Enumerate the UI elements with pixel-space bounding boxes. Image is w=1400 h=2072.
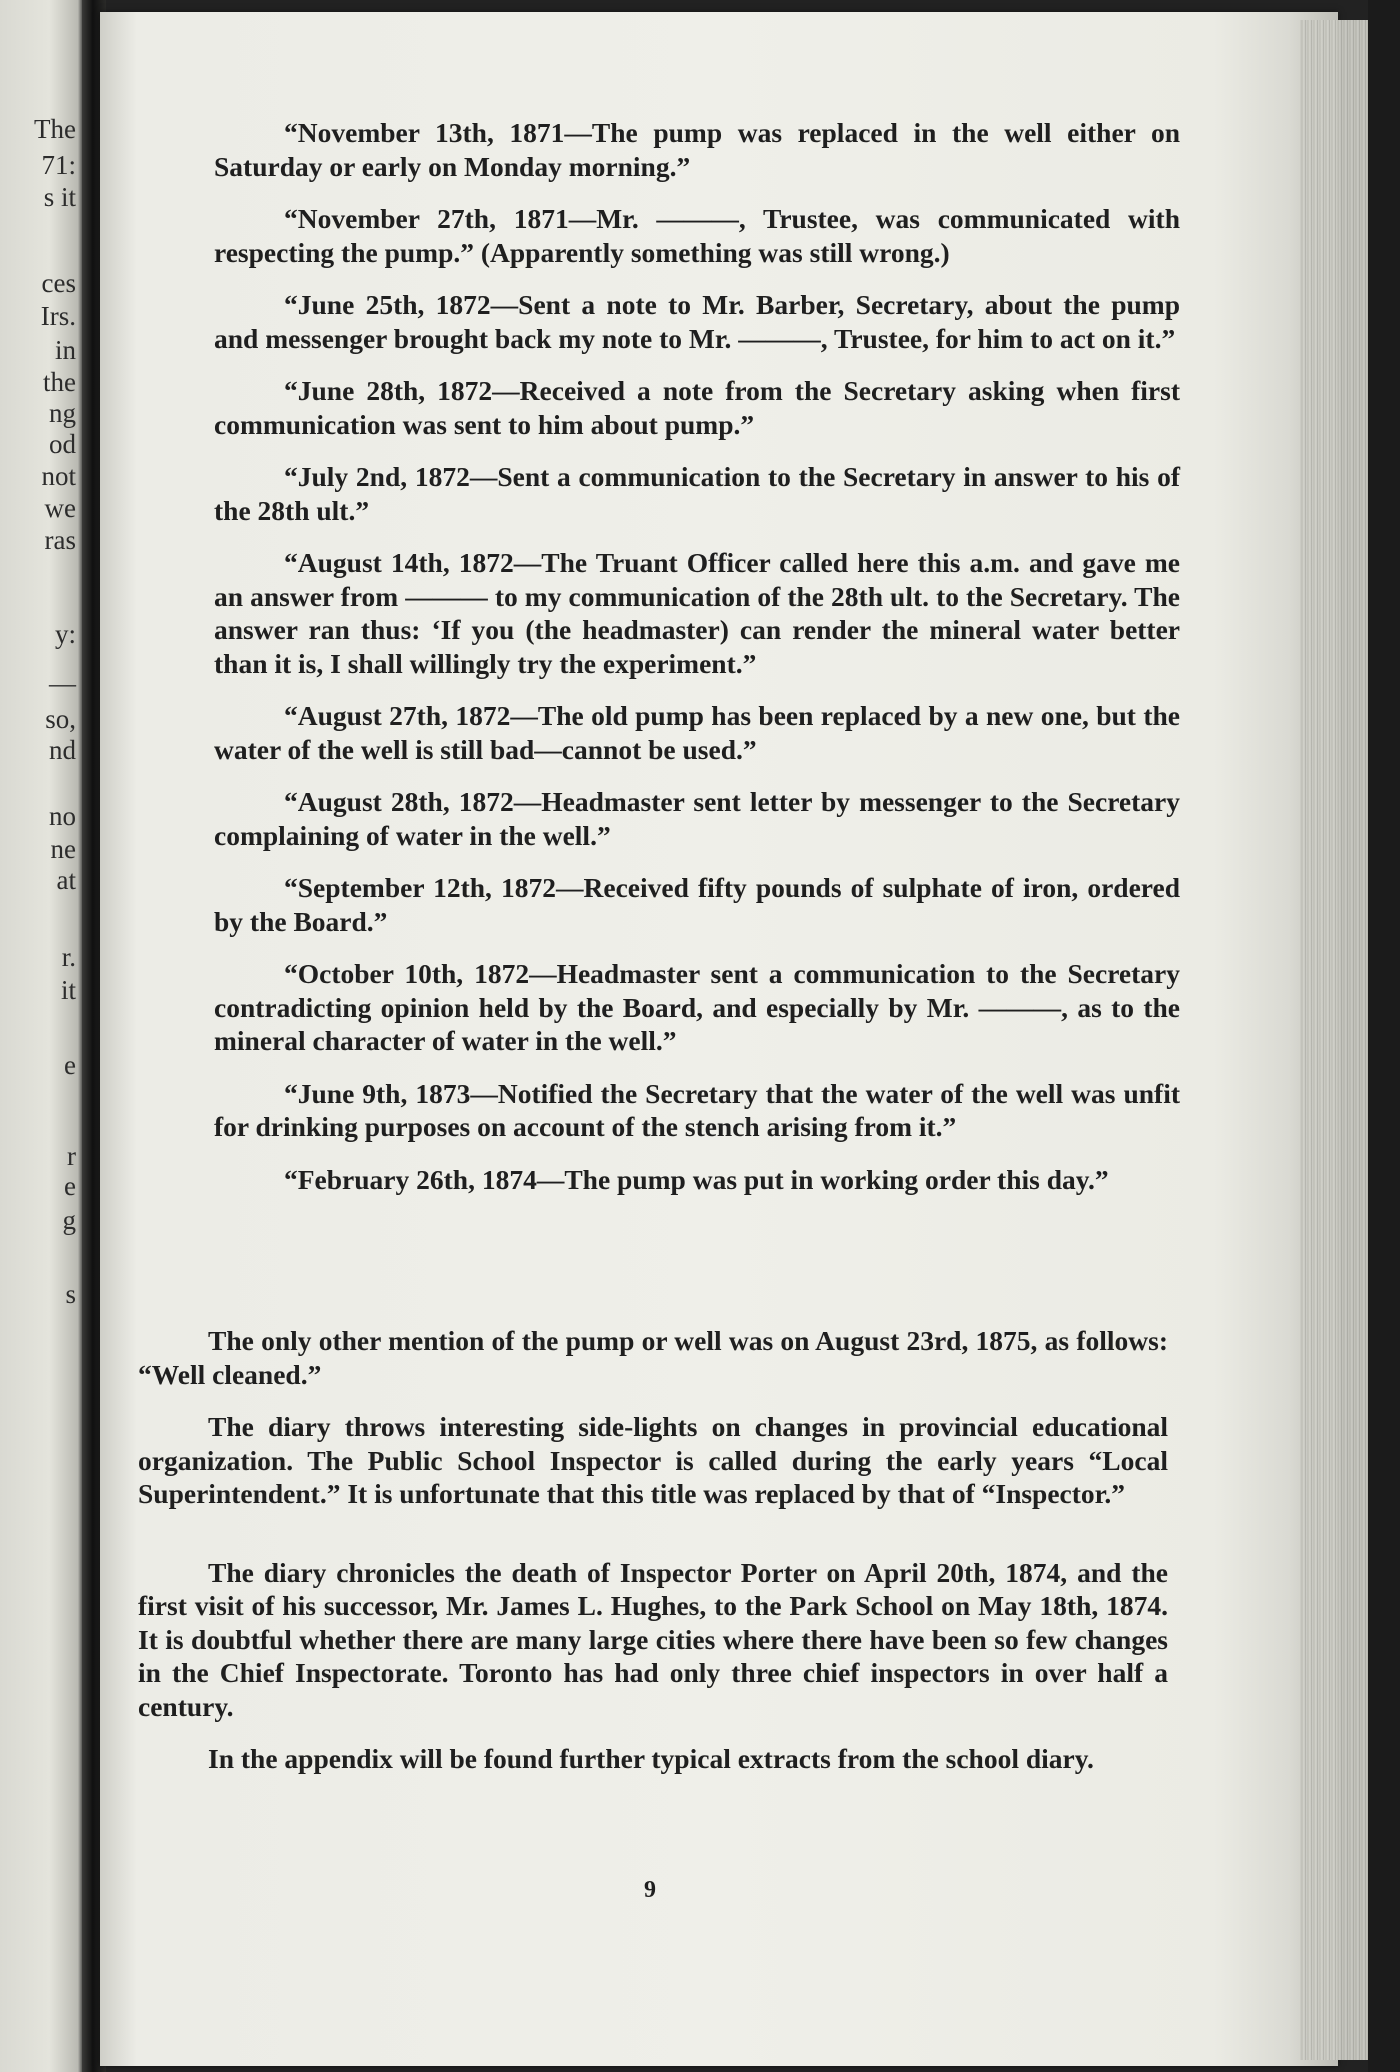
left-page-text-fragment: nd [49, 735, 76, 765]
left-page-text-fragment: The [34, 114, 76, 144]
left-page-text-fragment: e [64, 1050, 76, 1080]
page-number: 9 [644, 1877, 656, 1903]
diary-entry: “November 27th, 1871—Mr. ———, Trustee, was communicated with respecting the pump.” (Apparently something was still wrong.) [214, 203, 1180, 268]
left-page-text-fragment: we [44, 493, 76, 523]
left-page-text-fragment: ces [41, 268, 76, 298]
left-page-text-fragment: the [43, 367, 76, 397]
left-page-text-fragment: in [54, 335, 76, 365]
left-page-text-fragment: e [64, 1171, 76, 1201]
left-page-text-fragment: so, [45, 704, 76, 734]
diary-entry: “August 28th, 1872—Headmaster sent letter by messenger to the Secretary complaining of water in the well.” [214, 786, 1180, 851]
diary-entry: “February 26th, 1874—The pump was put in working order this day.” [284, 1163, 1109, 1195]
diary-entry: “June 25th, 1872—Sent a note to Mr. Barber, Secretary, about the pump and messenger brought back my note to Mr. ———, Trustee, for him to act on it.” [214, 289, 1180, 354]
diary-entry: “June 9th, 1873—Notified the Secretary that the water of the well was unfit for drinking purposes on account of the stench arising from it.” [214, 1077, 1180, 1142]
diary-entry: “August 27th, 1872—The old pump has been replaced by a new one, but the water of the well is still bad—cannot be used.” [214, 700, 1180, 765]
diary-entry: “September 12th, 1872—Received fifty pounds of sulphate of iron, ordered by the Board.” [214, 872, 1180, 937]
left-page-text-fragment: ne [50, 834, 76, 864]
left-page-text-fragment: od [49, 429, 76, 459]
left-page-text-fragment: 71: [41, 150, 76, 180]
left-page-text-fragment: s it [43, 182, 76, 212]
left-page-text-fragment: not [41, 461, 76, 491]
left-page-text-fragment: — [49, 668, 76, 698]
left-page-text-fragment: g [62, 1205, 76, 1235]
body-text [138, 1324, 1168, 1795]
diary-entry: “June 28th, 1872—Received a note from the Secretary asking when first communication was sent to him about pump.” [214, 375, 1180, 440]
left-page-text-fragment: s [65, 1279, 76, 1309]
diary-extracts [214, 116, 1180, 1215]
left-page-text-fragment: at [56, 865, 76, 895]
left-page-fragment [0, 0, 82, 2072]
left-page-text-fragment: no [49, 801, 76, 831]
body-paragraph: In the appendix will be found further typical extracts from the school diary. [208, 1743, 1094, 1774]
left-page-text-fragment: r. [61, 942, 76, 972]
diary-entry: “July 2nd, 1872—Sent a communication to the Secretary in answer to his of the 28th ult.” [214, 461, 1180, 526]
body-paragraph: The diary chronicles the death of Inspector Porter on April 20th, 1874, and the first visit of his successor, Mr. James L. Hughes, to the Park School on May 18th, 1874. It is doubtful whether there are many large cities where there have been so few changes in the Chief Inspectorate. Toronto has had only three chief inspectors in over half a century. [138, 1556, 1168, 1722]
left-page-text-fragment: y: [54, 619, 76, 649]
left-page-text-fragment: ng [49, 398, 76, 428]
diary-entry: “November 13th, 1871—The pump was replaced in the well either on Saturday or early on Monday morning.” [214, 117, 1180, 182]
body-paragraph: The diary throws interesting side-lights on changes in provincial educational organization. The Public School Inspector is called during the early years “Local Superintendent.” It is unfortunate that this title was replaced by that of “Inspector.” [138, 1411, 1168, 1509]
left-page-text-fragment: Irs. [40, 301, 76, 331]
left-page-text-fragment: r [67, 1141, 76, 1171]
left-page-text-fragment: it [60, 975, 76, 1005]
diary-entry: “October 10th, 1872—Headmaster sent a communication to the Secretary contradicting opinion held by the Board, and especially by Mr. ———, as to the mineral character of water in the well.” [214, 958, 1180, 1056]
right-shadow [1368, 0, 1400, 2072]
left-page-text-fragment: ras [44, 525, 76, 555]
page-edges [1300, 20, 1368, 2060]
body-paragraph: The only other mention of the pump or well was on August 23rd, 1875, as follows: “Well cleaned.” [138, 1325, 1168, 1390]
diary-entry: “August 14th, 1872—The Truant Officer called here this a.m. and gave me an answer from ——— to my communication of the 28th ult. to the Secretary. The answer ran thus: ‘If you (the headmaster) can render the mineral water better than it is, I shall willingly try the experiment.” [214, 547, 1180, 679]
